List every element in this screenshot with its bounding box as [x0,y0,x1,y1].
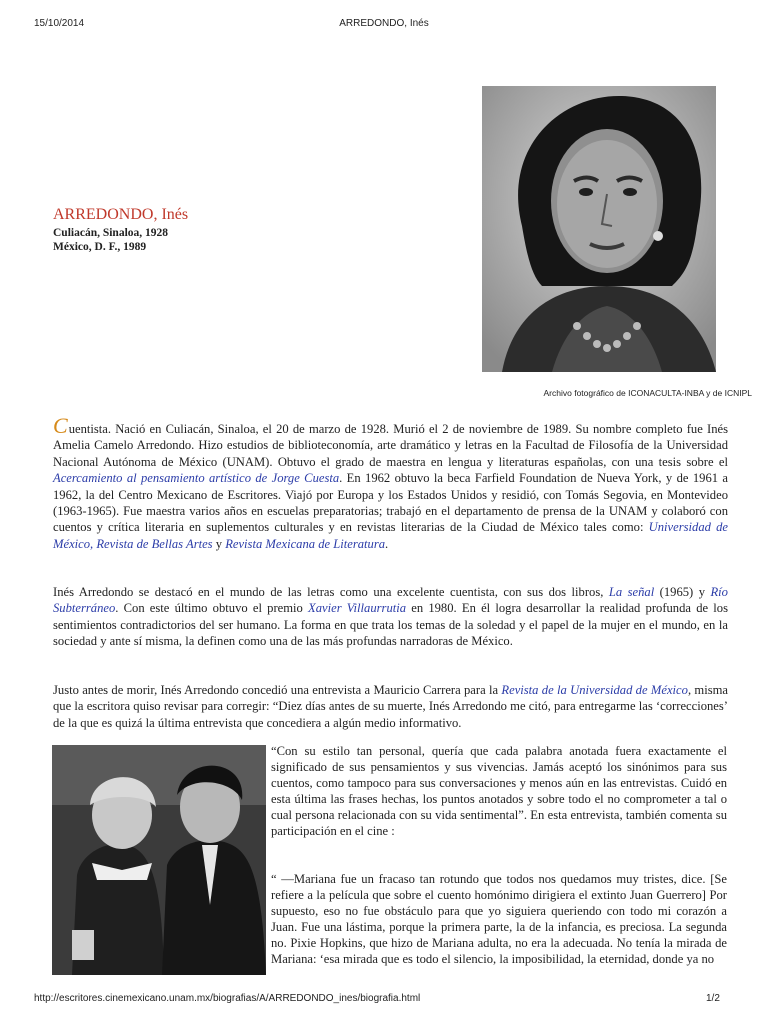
bio-paragraph-2: Inés Arredondo se destacó en el mundo de las letras como una excelente cuentista, con sus dos libros, La señal (1965) y Río Subterráneo. Con este último obtuvo el premio Xavier Villaurrutia en 1980. En él logra desarrollar la realidad profunda de los sentimientos contradictorios del ser humano. La forma en que trata los temas de la soledad y el papel de la mujer en el mundo, en la sociedad y ante sí misma, la definen como una de las más profundas narradoras de México. [53,585,728,649]
bio-paragraph-1: Cuentista. Nació en Culiacán, Sinaloa, el 20 de marzo de 1928. Murió el 2 de noviembre de 1989. Su nombre completo fue Inés Amelia Camelo Arredondo. Hizo estudios de biblioteconomía, arte dramático y letras en la Facultad de Filosofía de la Universidad Nacional Autónoma de México (UNAM). Obtuvo el grado de maestra en lengua y literaturas españolas, con una tesis sobre el Acercamiento al pensamiento artístico de Jorge Cuesta. En 1962 obtuvo la beca Farfield Foundation de Nueva York, y de 1961 a 1962, la del Centro Mexicano de Escritores. Viajó por Europa y los Estados Unidos y residió, con Tomás Segovia, en Montevideo (1963-1965). Fue maestra varios años en escuelas preparatorias; trabajó en el departamento de prensa de la UNAM y colaboró con cuentos y crítica literaria en suplementos culturales y en revistas literarias de la Ciudad de México tales como: Universidad de México, Revista de Bellas Artes y Revista Mexicana de Literatura. [53,413,728,551]
link-rio-subterraneo[interactable]: Río Subterráneo [53,585,728,616]
death-place: México, D. F., 1989 [53,241,147,253]
bio-header [53,206,188,254]
birth-place: Culiacán, Sinaloa, 1928 [53,227,169,239]
author-name: ARREDONDO, Inés [53,206,189,223]
interview-photo [52,745,266,975]
link-jorge-cuesta[interactable]: Acercamiento al pensamiento artístico de Jorge Cuesta [53,471,340,486]
photo-caption: Archivo fotográfico de ICONACULTA-INBA y de ICNIPL [543,388,752,398]
interview-quote-2: “ —Mariana fue un fracaso tan rotundo que todos nos quedamos muy tristes, dice. [Se refiere a la película que sobre el cuento homónimo dirigiera el extinto Juan Guerrero] Por supuesto, eso no fue obstáculo para que yo siguiera queriendo con todo mi corazón a Juan. Fue una lástima, porque la primera parte, la de la infancia, es preciosa. La segunda no. Pixie Hopkins, que hizo de Mariana adulta, no era la adecuada. No tenía la mirada de Mariana: ‘esa mirada que es todo el silencio, la imposibilidad, la eternidad, donde ya no [271,872,727,967]
page-number: 1/2 [706,993,720,1004]
drop-cap: C [53,413,68,438]
link-xavier-villaurrutia[interactable]: Xavier Villaurrutia [308,601,407,616]
link-revista-mexicana[interactable]: Revista Mexicana de Literatura [225,536,386,551]
interview-quote-1: “Con su estilo tan personal, quería que cada palabra anotada fuera exactamente el significado de sus pensamientos y sus vivencias. Jamás aceptó los sinónimos para sus cuentos, como tampoco para sus conversaciones y menos aún en las entrevistas. Cuidó en esta última las frases hechas, los puntos anotados y sobre todo el no comprometer a tal o cual persona relacionada con su vida sentimental”. En esta entrevista, también comenta su participación en el cine : [271,744,727,839]
link-revista-universidad[interactable]: Revista de la Universidad de México [501,683,688,697]
print-date: 15/10/2014 [34,18,85,29]
link-universidad-de-mexico[interactable]: Universidad de México, Revista de Bellas Artes [53,520,728,551]
link-la-senal[interactable]: La señal [608,585,655,599]
bio-paragraph-3: Justo antes de morir, Inés Arredondo concedió una entrevista a Mauricio Carrera para la Revista de la Universidad de México, misma que la escritora quiso revisar para corregir: “Diez días antes de su muerte, Inés Arredondo me citó, para entregarme las ‘correcciones’ de la que es quizá la última entrevista que concediera a algún medio informativo. [53,683,728,730]
author-portrait [482,86,716,372]
page-url: http://escritores.cinemexicano.unam.mx/biografias/A/ARREDONDO_ines/biografia.html [34,993,421,1004]
print-title: ARREDONDO, Inés [339,18,429,29]
